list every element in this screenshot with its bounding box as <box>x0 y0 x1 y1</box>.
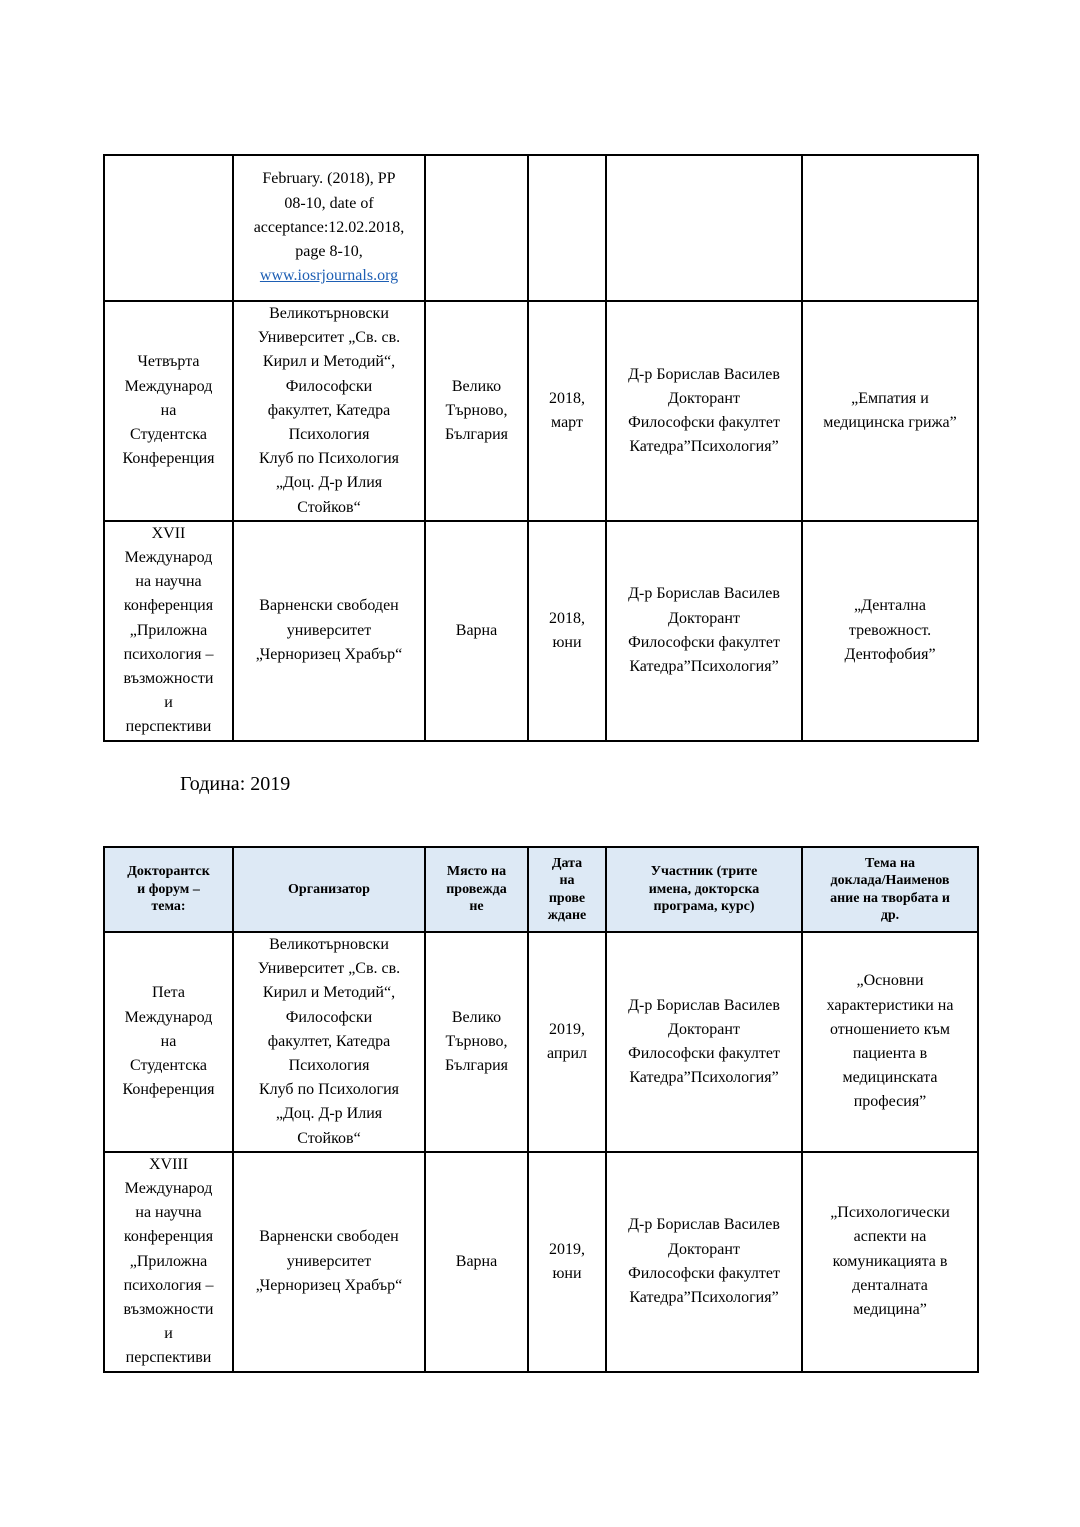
topic-cell: „Основни характеристики на отношението към пациента в медицинската професия” <box>802 932 978 1152</box>
table-header-row <box>104 847 978 932</box>
organizer-cell: Варненски свободен университет „Черноризец Храбър“ <box>233 1152 425 1372</box>
journal-link[interactable]: www.iosrjournals.org <box>259 267 399 285</box>
header-date: Дата на прове ждане <box>528 847 606 932</box>
topic-cell <box>802 155 978 301</box>
place-cell: Варна <box>425 521 528 741</box>
place-cell: Велико Търново, България <box>425 932 528 1152</box>
place-cell: Велико Търново, България <box>425 301 528 521</box>
forum-cell: Четвърта Международ на Студентска Конференция <box>104 301 233 521</box>
participant-cell <box>606 155 802 301</box>
header-place: Място на провежда не <box>425 847 528 932</box>
organizer-cell: Варненски свободен университет „Черноризец Храбър“ <box>233 521 425 741</box>
topic-cell: „Психологически аспекти на комуникацията в денталната медицина” <box>802 1152 978 1372</box>
participant-cell: Д-р Борислав Василев Докторант Философски факултет Катедра”Психология” <box>606 1152 802 1372</box>
date-cell: 2018, март <box>528 301 606 521</box>
date-cell: 2019, юни <box>528 1152 606 1372</box>
table-row <box>104 932 978 1152</box>
place-cell: Варна <box>425 1152 528 1372</box>
forum-cell: XVII Международ на научна конференция „Приложна психология – възможности и перспективи <box>104 521 233 741</box>
header-topic: Тема на доклада/Наименов ание на творбата и др. <box>802 847 978 932</box>
organizer-cell: Великотърновски Университет „Св. св. Кирил и Методий“, Философски факултет, Катедра Психология Клуб по Психология „Доц. Д-р Илия Стойков“ <box>233 301 425 521</box>
table-2019 <box>103 846 979 1373</box>
forum-cell: XVIII Международ на научна конференция „Приложна психология – възможности и перспективи <box>104 1152 233 1372</box>
topic-cell: „Емпатия и медицинска грижа” <box>802 301 978 521</box>
participant-cell: Д-р Борислав Василев Докторант Философски факултет Катедра”Психология” <box>606 521 802 741</box>
table-row <box>104 1152 978 1372</box>
table-row <box>104 301 978 521</box>
organizer-text: February. (2018), PP 08-10, date of acceptance:12.02.2018, page 8-10, <box>253 170 405 261</box>
place-cell <box>425 155 528 301</box>
organizer-cell <box>233 155 425 301</box>
header-organizer: Организатор <box>233 847 425 932</box>
table-row <box>104 155 978 301</box>
date-cell: 2019, април <box>528 932 606 1152</box>
organizer-cell: Великотърновски Университет „Св. св. Кирил и Методий“, Философски факултет, Катедра Психология Клуб по Психология „Доц. Д-р Илия Стойков“ <box>233 932 425 1152</box>
topic-cell: „Дентална тревожност. Дентофобия” <box>802 521 978 741</box>
header-participant: Участник (трите имена, докторска програма, курс) <box>606 847 802 932</box>
year-heading: Година: 2019 <box>180 773 291 795</box>
table-2018 <box>103 154 979 742</box>
participant-cell: Д-р Борислав Василев Докторант Философски факултет Катедра”Психология” <box>606 932 802 1152</box>
forum-cell: Пета Международ на Студентска Конференция <box>104 932 233 1152</box>
forum-cell <box>104 155 233 301</box>
header-forum: Докторантск и форум – тема: <box>104 847 233 932</box>
date-cell <box>528 155 606 301</box>
participant-cell: Д-р Борислав Василев Докторант Философски факултет Катедра”Психология” <box>606 301 802 521</box>
date-cell: 2018, юни <box>528 521 606 741</box>
table-row <box>104 521 978 741</box>
